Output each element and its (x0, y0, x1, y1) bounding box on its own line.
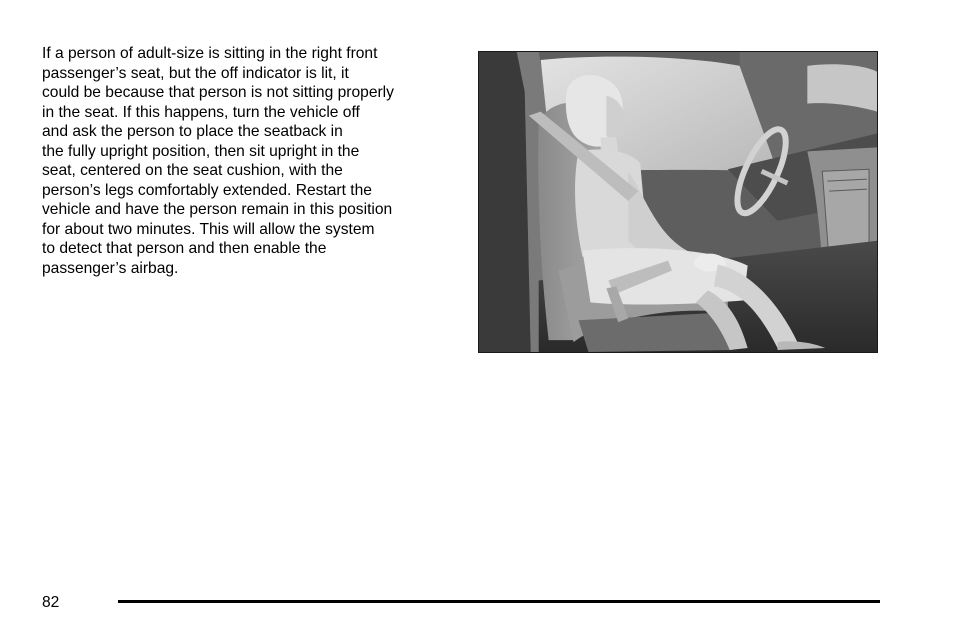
body-line: in the seat. If this happens, turn the vehicle off (42, 103, 360, 121)
body-paragraph (42, 44, 452, 278)
page-number: 82 (42, 594, 60, 611)
body-line: seat, centered on the seat cushion, with the (42, 162, 343, 179)
passenger-seated-illustration (478, 51, 878, 353)
body-line: could be because that person is not sitting properly (42, 84, 394, 101)
body-line: to detect that person and then enable the (42, 240, 327, 257)
body-line: person’s legs comfortably extended. Restart the (42, 181, 372, 199)
body-line: and ask the person to place the seatback in (42, 123, 343, 140)
body-line: vehicle and have the person remain in this position (42, 201, 393, 218)
body-line: If a person of adult-size is sitting in the right front (42, 45, 378, 62)
footer-rule (118, 600, 880, 603)
body-line: passenger’s seat, but the off indicator is lit, it (42, 64, 349, 82)
body-line: the fully upright position, then sit upright in the (42, 142, 360, 160)
body-line: passenger’s airbag. (42, 259, 179, 277)
body-line: for about two minutes. This will allow the system (42, 220, 375, 238)
